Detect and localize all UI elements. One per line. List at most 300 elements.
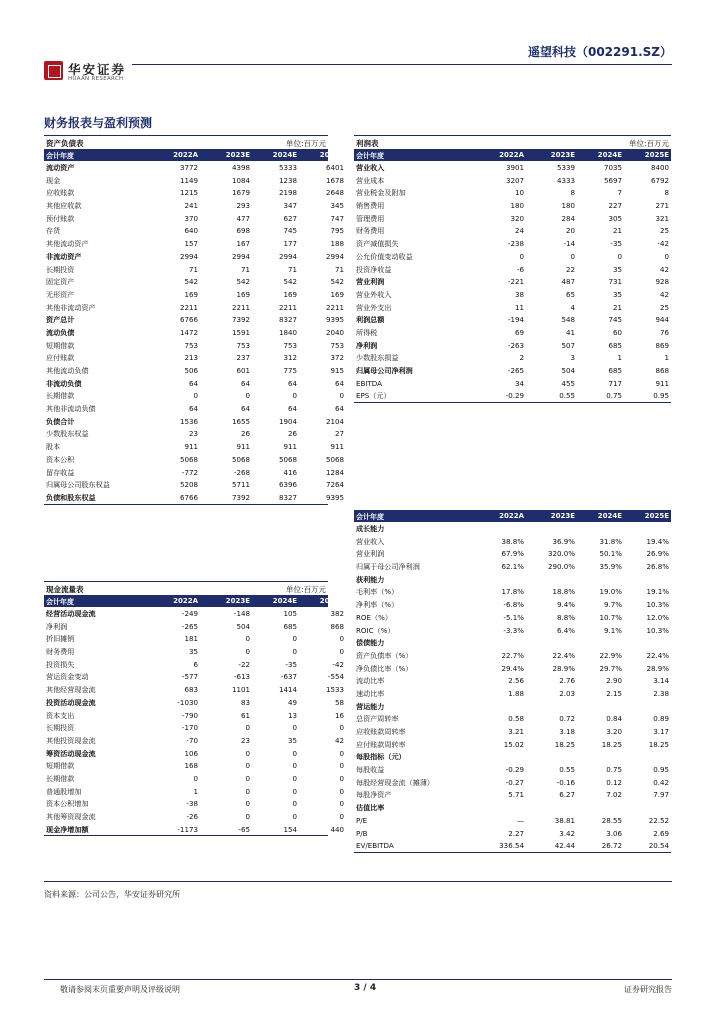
row-value: 4333 — [556, 175, 575, 185]
row-label: 应收账款周转率 — [356, 727, 406, 736]
row-label: 应收账款 — [46, 188, 75, 198]
row-value: 487 — [561, 277, 575, 287]
row-value: 795 — [330, 226, 344, 236]
row-value: 345 — [330, 201, 344, 211]
row-value: 0 — [292, 723, 297, 733]
row-value: 0 — [245, 391, 250, 401]
row-value: 1084 — [231, 175, 250, 185]
row-value: -26 — [186, 812, 198, 821]
row-label: 净利润 — [46, 621, 68, 631]
row-value: -0.27 — [505, 777, 524, 787]
row-value: 0 — [292, 812, 297, 821]
row-value: 2994 — [278, 251, 297, 261]
row-value: 76 — [659, 327, 669, 337]
cashflow-table — [44, 581, 344, 836]
table-row — [354, 174, 671, 187]
row-label: 资产总计 — [46, 315, 75, 325]
row-value: 0 — [245, 634, 250, 644]
table-row — [354, 199, 671, 212]
table-row — [354, 624, 671, 637]
table-row — [354, 250, 671, 263]
row-value: 169 — [184, 289, 198, 299]
table-row — [44, 440, 344, 453]
row-value: -42 — [657, 239, 669, 249]
row-value: 35 — [188, 647, 198, 657]
row-value: 1655 — [231, 416, 250, 426]
table-row — [44, 174, 344, 187]
row-value: 507 — [561, 340, 575, 350]
table-row — [44, 797, 344, 810]
row-value: 18.25 — [648, 739, 669, 749]
row-label: 经营活动现金流 — [46, 609, 96, 618]
header-year: 2025E — [319, 597, 344, 605]
source-note: 资料来源：公司公告，华安证券研究所 — [44, 890, 180, 899]
row-value: -221 — [507, 277, 524, 287]
row-value: 38.8% — [501, 536, 524, 546]
table-title-bar — [354, 135, 671, 149]
row-value: 2648 — [325, 188, 344, 198]
row-value: 21 — [612, 302, 622, 312]
row-label: 营业收入 — [356, 536, 385, 546]
row-label: 资产负债率（%） — [356, 650, 413, 660]
table-row — [354, 827, 671, 840]
row-value: 18.25 — [554, 739, 575, 749]
row-label: 速动比率 — [356, 688, 385, 698]
row-value: 911 — [655, 378, 669, 388]
row-value: 3772 — [179, 163, 198, 172]
row-value: -772 — [181, 467, 198, 477]
row-value: 1238 — [278, 175, 297, 185]
row-value: 506 — [184, 366, 198, 375]
row-label: 归属于母公司净利润 — [356, 562, 420, 572]
row-label: 总资产周转率 — [356, 714, 399, 724]
table-row — [44, 224, 344, 237]
income-statement-table — [354, 135, 671, 403]
header-year: 2024E — [272, 597, 297, 605]
row-label: 其他流动资产 — [46, 239, 89, 249]
table-row — [354, 339, 671, 352]
row-value: 28.55 — [601, 815, 622, 825]
row-value: 5068 — [325, 454, 344, 464]
row-value: 21 — [612, 226, 622, 236]
row-value: 745 — [608, 315, 622, 325]
table-row — [44, 747, 344, 760]
header-year: 2022A — [173, 597, 198, 605]
row-value: 0.95 — [653, 391, 669, 401]
row-value: 717 — [608, 378, 622, 388]
row-value: -268 — [233, 467, 250, 477]
row-value: 227 — [608, 201, 622, 211]
row-label: 流动资产 — [46, 163, 75, 172]
header-year: 2025E — [319, 151, 344, 159]
row-value: 627 — [283, 213, 297, 223]
row-value: -22 — [238, 659, 250, 669]
row-value: 0 — [193, 773, 198, 783]
row-value: 336.54 — [499, 841, 524, 851]
table-row — [44, 632, 344, 645]
row-label: 普通股增加 — [46, 786, 82, 796]
row-value: 17.8% — [501, 587, 524, 597]
row-value: 321 — [655, 213, 669, 223]
row-value: 49 — [287, 697, 297, 707]
table-row — [354, 161, 671, 174]
row-value: 7035 — [603, 163, 622, 172]
ratio-table — [354, 510, 671, 853]
row-value: 293 — [236, 201, 250, 211]
row-label: 营业外收入 — [356, 289, 392, 299]
row-value: 41 — [565, 327, 575, 337]
row-value: 26.8% — [646, 562, 669, 572]
row-value: 542 — [283, 277, 297, 287]
row-value: 28.9% — [646, 663, 669, 673]
row-value: -35 — [610, 239, 622, 249]
row-value: 3.21 — [508, 727, 524, 736]
row-label: 预付账款 — [46, 213, 75, 223]
row-value: -35 — [285, 659, 297, 669]
table-row — [44, 734, 344, 747]
row-label: 公允价值变动收益 — [356, 251, 413, 261]
row-value: 1591 — [231, 327, 250, 337]
row-value: 2 — [519, 353, 524, 363]
row-label: 每股净资产 — [356, 790, 392, 800]
row-value: 5711 — [231, 480, 250, 490]
row-value: -42 — [332, 659, 344, 669]
row-value: 106 — [184, 748, 198, 758]
row-value: 1.88 — [508, 688, 524, 698]
row-value: 440 — [330, 824, 344, 834]
row-label: 财务费用 — [356, 226, 385, 236]
row-value: 0 — [292, 748, 297, 758]
table-row — [44, 491, 344, 504]
header-year: 2024E — [272, 151, 297, 159]
row-value: 71 — [188, 264, 198, 274]
row-value: 35.9% — [599, 562, 622, 572]
row-value: 83 — [240, 697, 250, 707]
table-row — [354, 377, 671, 390]
table-row — [44, 212, 344, 225]
row-value: 8327 — [278, 492, 297, 502]
footer-divider — [44, 979, 672, 980]
row-value: 22.4% — [552, 650, 575, 660]
row-value: 8400 — [650, 163, 669, 172]
row-label: 应付账款周转率 — [356, 739, 406, 749]
row-value: 0 — [245, 647, 250, 657]
row-label: EPS（元） — [356, 391, 391, 401]
row-value: 22.4% — [646, 650, 669, 660]
row-value: -790 — [181, 710, 198, 720]
row-label: 其他筹资现金流 — [46, 812, 96, 821]
row-value: 7 — [617, 188, 622, 198]
row-value: 4 — [570, 302, 575, 312]
row-value: 9395 — [325, 315, 344, 325]
row-value: 504 — [561, 366, 575, 375]
row-value: 0 — [292, 773, 297, 783]
row-value: 320.0% — [547, 549, 575, 559]
table-row — [44, 313, 344, 326]
row-value: 372 — [330, 353, 344, 363]
row-value: 685 — [608, 340, 622, 350]
row-value: 28.9% — [552, 663, 575, 673]
table-row — [354, 725, 671, 738]
row-label: 其他非流动负债 — [46, 404, 96, 414]
row-value: 8 — [570, 188, 575, 198]
row-value: 42 — [334, 735, 344, 745]
header-label: 会计年度 — [356, 513, 384, 521]
row-value: 169 — [236, 289, 250, 299]
row-value: 42 — [659, 264, 669, 274]
row-label: 每股收益 — [356, 765, 385, 775]
row-value: 213 — [184, 353, 198, 363]
row-value: 0 — [339, 647, 344, 657]
row-value: 22.52 — [648, 815, 669, 825]
row-value: 19.1% — [646, 587, 669, 597]
row-value: -3.3% — [503, 625, 524, 635]
row-value: 1101 — [231, 685, 250, 695]
row-label: 归属母公司股东权益 — [46, 480, 110, 490]
row-label: 长期投资 — [46, 723, 75, 733]
table-row — [354, 237, 671, 250]
row-value: 6396 — [278, 480, 297, 490]
row-value: 944 — [655, 315, 669, 325]
table-row — [44, 670, 344, 683]
row-value: 5339 — [556, 163, 575, 172]
row-value: 9.7% — [603, 600, 622, 610]
row-value: 0 — [193, 391, 198, 401]
row-value: 1414 — [278, 685, 297, 695]
row-label: 短期借款 — [46, 340, 75, 350]
row-value: -637 — [280, 672, 297, 682]
row-value: 5208 — [179, 480, 198, 490]
row-label: 毛利率（%） — [356, 587, 399, 597]
row-value: 71 — [287, 264, 297, 274]
row-value: 2211 — [179, 302, 198, 312]
table-row — [354, 738, 671, 751]
row-value: -238 — [507, 239, 524, 249]
table-row — [44, 288, 344, 301]
row-value: 67.9% — [501, 549, 524, 559]
row-value: 9395 — [325, 492, 344, 502]
row-label: 存货 — [46, 226, 61, 236]
row-value: 65 — [565, 289, 575, 299]
row-value: 1149 — [179, 175, 198, 185]
row-value: 0.72 — [559, 714, 575, 724]
header-year: 2023E — [550, 512, 575, 520]
row-value: 4398 — [231, 163, 250, 172]
row-value: 0.58 — [508, 714, 524, 724]
row-value: 10.7% — [599, 612, 622, 622]
row-value: -148 — [233, 609, 250, 618]
row-value: -14 — [563, 239, 575, 249]
row-value: 2040 — [325, 327, 344, 337]
row-value: 455 — [561, 378, 575, 388]
table-row — [44, 620, 344, 633]
row-value: — — [516, 815, 524, 825]
table-row — [354, 763, 671, 776]
row-value: 5697 — [603, 175, 622, 185]
table-row — [354, 839, 671, 852]
row-label: 营业税金及附加 — [356, 188, 406, 198]
row-label: EV/EBITDA — [356, 841, 394, 851]
row-value: 698 — [236, 226, 250, 236]
row-value: 42.44 — [554, 841, 575, 851]
row-value: 71 — [240, 264, 250, 274]
row-value: -6 — [516, 264, 524, 274]
row-value: 2994 — [231, 251, 250, 261]
row-value: 2211 — [325, 302, 344, 312]
table-row — [354, 649, 671, 662]
row-label: 非流动资产 — [46, 251, 82, 261]
row-value: 0 — [245, 773, 250, 783]
table-row — [354, 611, 671, 624]
row-label: 营业成本 — [356, 175, 385, 185]
table-row — [44, 721, 344, 734]
row-label: 留存收益 — [46, 467, 75, 477]
row-value: 177 — [283, 239, 297, 249]
row-label: EBITDA — [356, 378, 382, 388]
row-value: 3.06 — [606, 828, 622, 838]
table-bottom-rule — [44, 835, 328, 836]
table-row — [354, 186, 671, 199]
row-value: 64 — [334, 378, 344, 388]
table-row — [354, 224, 671, 237]
row-value: 237 — [236, 353, 250, 363]
row-value: 6.27 — [559, 790, 575, 800]
header-label: 会计年度 — [46, 152, 74, 160]
row-value: 1284 — [325, 467, 344, 477]
table-row — [354, 364, 671, 377]
row-value: 2.76 — [559, 676, 575, 686]
table-row — [354, 636, 671, 649]
row-value: 0 — [292, 799, 297, 809]
table-row — [44, 377, 344, 390]
row-value: 683 — [184, 685, 198, 695]
row-label: 短期借款 — [46, 761, 75, 771]
row-label: P/E — [356, 815, 368, 825]
row-value: 3 — [570, 353, 575, 363]
table-row — [44, 364, 344, 377]
row-value: 0 — [339, 391, 344, 401]
row-value: 10 — [514, 188, 524, 198]
row-label: 固定资产 — [46, 277, 75, 287]
row-value: 0.12 — [606, 777, 622, 787]
table-row — [44, 186, 344, 199]
row-value: 1 — [617, 353, 622, 363]
table-row — [354, 814, 671, 827]
table-row — [44, 427, 344, 440]
row-value: 477 — [236, 213, 250, 223]
row-value: 1 — [664, 353, 669, 363]
row-value: 911 — [184, 442, 198, 452]
table-title-bar — [44, 135, 328, 149]
row-value: -5.1% — [503, 612, 524, 622]
table-row — [44, 759, 344, 772]
row-value: 9.1% — [603, 625, 622, 635]
row-value: 20.54 — [648, 841, 669, 851]
company-logo — [44, 60, 132, 84]
row-value: 5333 — [278, 163, 297, 172]
row-value: 16 — [334, 710, 344, 720]
table-row — [354, 560, 671, 573]
row-label: 营业利润 — [356, 549, 385, 559]
row-value: 5068 — [179, 454, 198, 464]
row-label: 现金 — [46, 175, 61, 185]
row-value: 180 — [510, 201, 524, 211]
table-title: 资产负债表 — [46, 139, 84, 148]
row-value: 36.9% — [552, 536, 575, 546]
row-value: 18.8% — [552, 587, 575, 597]
table-title-bar — [44, 581, 328, 595]
row-value: -1030 — [177, 697, 198, 707]
header-year: 2022A — [499, 512, 524, 520]
table-header-row — [44, 149, 344, 161]
row-value: 0.84 — [606, 714, 622, 724]
row-value: -1173 — [177, 824, 198, 834]
table-row — [44, 415, 344, 428]
row-value: 20 — [565, 226, 575, 236]
row-value: 640 — [184, 226, 198, 236]
row-value: 0 — [245, 723, 250, 733]
table-row — [44, 161, 344, 174]
row-label: 流动比率 — [356, 676, 385, 686]
header-year: 2023E — [225, 151, 250, 159]
row-value: 241 — [184, 201, 198, 211]
row-value: 22.9% — [599, 650, 622, 660]
row-value: 911 — [330, 442, 344, 452]
table-row — [44, 237, 344, 250]
row-value: 2211 — [278, 302, 297, 312]
row-value: 26.72 — [601, 841, 622, 851]
row-value: 2.15 — [606, 688, 622, 698]
row-label: 获利能力 — [356, 574, 385, 584]
row-value: 0 — [292, 391, 297, 401]
row-value: 2.56 — [508, 676, 524, 686]
row-value: 25 — [659, 226, 669, 236]
row-value: 35 — [287, 735, 297, 745]
row-value: 869 — [655, 340, 669, 350]
row-value: 0 — [292, 634, 297, 644]
row-value: 0 — [245, 799, 250, 809]
section-title: 财务报表与盈利预测 — [44, 116, 153, 130]
row-value: 548 — [561, 315, 575, 325]
row-value: 0.42 — [653, 777, 669, 787]
table-bottom-rule — [354, 852, 671, 853]
table-row — [44, 263, 344, 276]
table-header-row — [354, 510, 671, 522]
row-value: 305 — [608, 213, 622, 223]
row-value: 25 — [659, 302, 669, 312]
table-header-row — [44, 595, 344, 607]
row-label: 长期借款 — [46, 773, 75, 783]
row-value: 2198 — [278, 188, 297, 198]
row-value: 19.4% — [646, 536, 669, 546]
row-value: 0.75 — [606, 765, 622, 775]
row-value: 0 — [339, 748, 344, 758]
row-value: -577 — [181, 672, 198, 682]
row-label: 资本公积 — [46, 454, 75, 464]
row-value: 64 — [188, 378, 198, 388]
row-value: -65 — [238, 824, 250, 834]
table-row — [44, 478, 344, 491]
row-value: 6766 — [179, 315, 198, 325]
row-value: -613 — [233, 672, 250, 682]
row-value: 64 — [287, 378, 297, 388]
row-value: 685 — [283, 621, 297, 631]
row-value: 188 — [330, 239, 344, 249]
row-value: 64 — [240, 378, 250, 388]
row-value: 0.55 — [559, 391, 575, 401]
row-value: 0 — [339, 761, 344, 771]
row-value: -0.16 — [556, 777, 575, 787]
